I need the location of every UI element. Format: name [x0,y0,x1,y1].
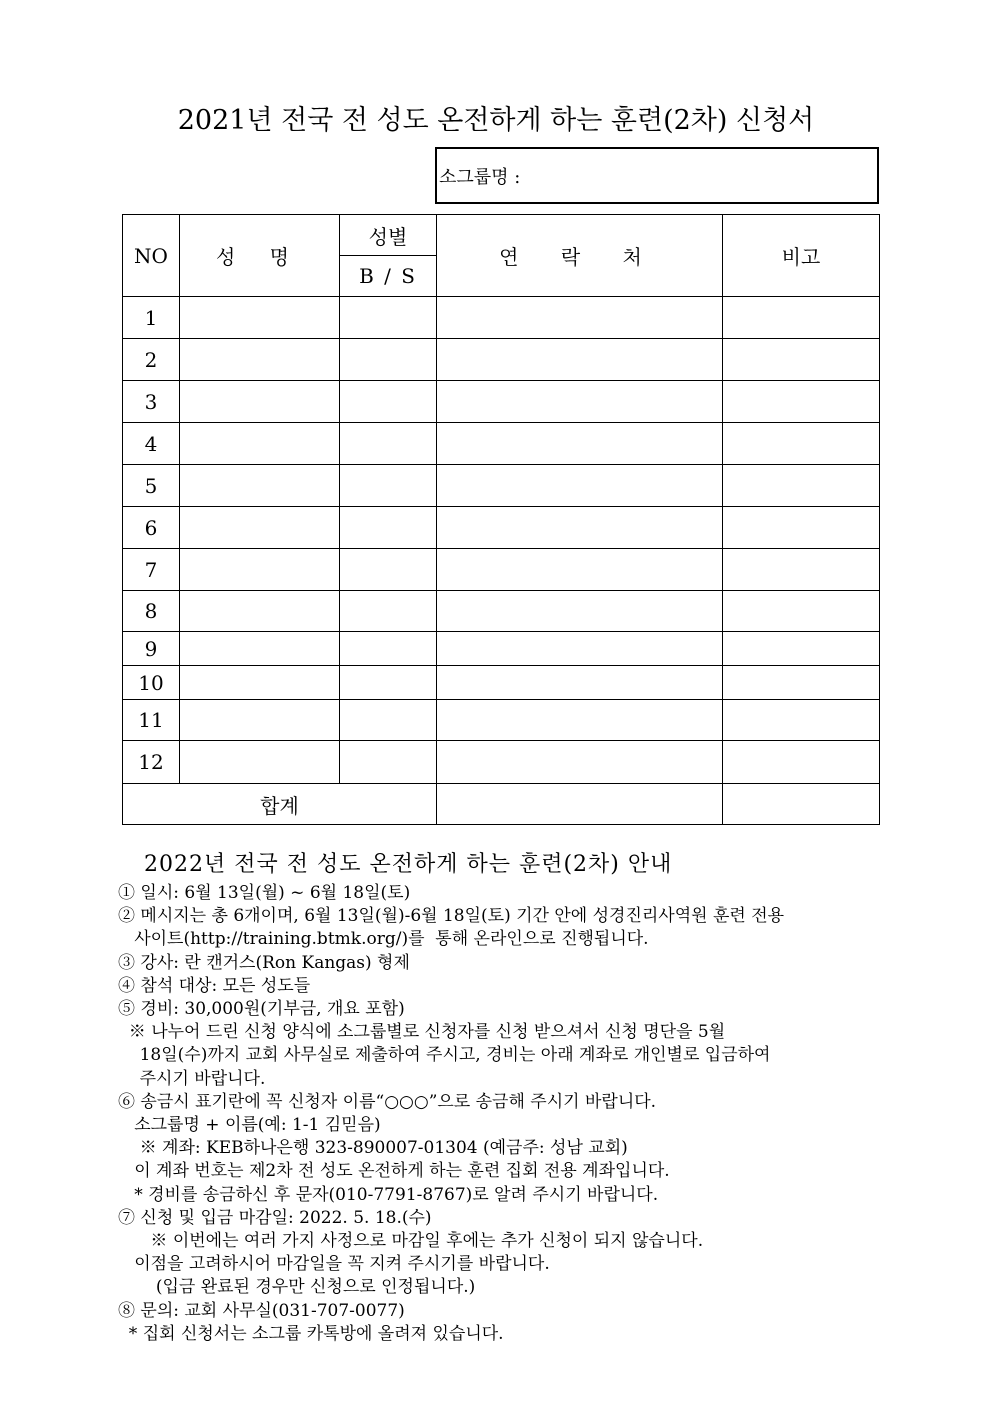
row-number: 6 [123,507,180,549]
row-number: 3 [123,381,180,423]
gender-cell[interactable] [340,741,437,784]
row-number: 2 [123,339,180,381]
info-line: * 경비를 송금하신 후 문자(010-7791-8767)로 알려 주시기 바랍니다. [118,1184,659,1205]
contact-cell[interactable] [437,423,723,465]
note-cell[interactable] [723,741,880,784]
info-lines [118,882,978,1346]
name-cell[interactable] [180,381,340,423]
contact-cell[interactable] [437,700,723,741]
note-cell[interactable] [723,591,880,632]
name-cell[interactable] [180,297,340,339]
info-line: ⑤ 경비: 30,000원(기부금, 개요 포함) [118,999,405,1020]
note-cell[interactable] [723,549,880,591]
table-row [123,666,880,700]
contact-cell[interactable] [437,549,723,591]
note-cell[interactable] [723,632,880,666]
contact-cell[interactable] [437,297,723,339]
info-line: ④ 참석 대상: 모든 성도들 [118,975,311,996]
name-cell[interactable] [180,507,340,549]
gender-cell[interactable] [340,591,437,632]
info-section [118,850,978,1346]
name-cell[interactable] [180,339,340,381]
gender-cell[interactable] [340,423,437,465]
row-number: 7 [123,549,180,591]
info-line: ⑥ 송금시 표기란에 꼭 신청자 이름“○○○”으로 송금해 주시기 바랍니다. [118,1091,657,1112]
contact-cell[interactable] [437,632,723,666]
table-row [123,423,880,465]
row-number: 8 [123,591,180,632]
total-row [123,784,880,825]
row-number: 11 [123,700,180,741]
gender-cell[interactable] [340,666,437,700]
note-cell[interactable] [723,666,880,700]
table-row [123,465,880,507]
info-line: 18일(수)까지 교회 사무실로 제출하여 주시고, 경비는 아래 계좌로 개인별로 입금하여 [118,1045,771,1066]
name-cell[interactable] [180,465,340,507]
contact-cell[interactable] [437,741,723,784]
header-gender: 성별 [340,215,437,256]
header-contact: 연 락 처 [437,215,723,297]
table-row [123,507,880,549]
contact-cell[interactable] [437,381,723,423]
row-number: 5 [123,465,180,507]
name-cell[interactable] [180,632,340,666]
application-table [122,214,880,825]
row-number: 9 [123,632,180,666]
info-line: 주시기 바랍니다. [118,1068,266,1089]
note-cell[interactable] [723,297,880,339]
table-row [123,297,880,339]
info-line: (입금 완료된 경우만 신청으로 인정됩니다.) [118,1277,476,1298]
row-number: 4 [123,423,180,465]
gender-cell[interactable] [340,632,437,666]
contact-cell[interactable] [437,465,723,507]
header-gender-sub: B / S [340,256,437,297]
header-note: 비고 [723,215,880,297]
info-line: ① 일시: 6월 13일(월) ~ 6월 18일(토) [118,883,411,903]
note-cell[interactable] [723,381,880,423]
info-line: ⑧ 문의: 교회 사무실(031-707-0077) [118,1300,405,1321]
gender-cell[interactable] [340,549,437,591]
gender-cell[interactable] [340,507,437,549]
note-cell[interactable] [723,339,880,381]
name-cell[interactable] [180,666,340,700]
total-label: 합계 [123,784,437,825]
name-cell[interactable] [180,549,340,591]
info-line: ※ 나누어 드린 신청 양식에 소그룹별로 신청자를 신청 받으셔서 신청 명단을 5월 [118,1022,726,1043]
info-line: ② 메시지는 총 6개이며, 6월 13일(월)-6월 18일(토) 기간 안에 성경진리사역원 훈련 전용 [118,906,785,927]
page-title: 2021년 전국 전 성도 온전하게 하는 훈련(2차) 신청서 [177,105,815,136]
contact-cell[interactable] [437,507,723,549]
info-heading: 2022년 전국 전 성도 온전하게 하는 훈련(2차) 안내 [144,852,673,877]
name-cell[interactable] [180,741,340,784]
row-number: 1 [123,297,180,339]
header-row [123,215,880,256]
info-line: 이 계좌 번호는 제2차 전 성도 온전하게 하는 훈련 집회 전용 계좌입니다. [118,1161,670,1182]
gender-cell[interactable] [340,465,437,507]
note-cell[interactable] [723,700,880,741]
row-number: 10 [123,666,180,700]
table-row [123,339,880,381]
contact-cell[interactable] [437,339,723,381]
table-row [123,632,880,666]
table-row [123,381,880,423]
gender-cell[interactable] [340,339,437,381]
info-line: 사이트(http://training.btmk.org/)를 통해 온라인으로 진행됩니다. [118,929,649,950]
group-name-field[interactable] [435,147,879,204]
info-line: ※ 이번에는 여러 가지 사정으로 마감일 후에는 추가 신청이 되지 않습니다. [118,1231,704,1252]
contact-cell[interactable] [437,591,723,632]
header-no: NO [123,215,180,297]
info-line: 이점을 고려하시어 마감일을 꼭 지켜 주시기를 바랍니다. [118,1254,550,1275]
info-line: * 집회 신청서는 소그룹 카톡방에 올려져 있습니다. [118,1323,504,1344]
total-note-cell[interactable] [723,784,880,825]
header-name: 성 명 [180,215,340,297]
info-line: ③ 강사: 란 캔거스(Ron Kangas) 형제 [118,952,410,973]
gender-cell[interactable] [340,297,437,339]
table-row [123,591,880,632]
gender-cell[interactable] [340,700,437,741]
group-name-label: 소그룹명 : [439,167,521,188]
table-row [123,549,880,591]
table-row [123,741,880,784]
gender-cell[interactable] [340,381,437,423]
table-row [123,700,880,741]
name-cell[interactable] [180,423,340,465]
info-line: ※ 계좌: KEB하나은행 323-890007-01304 (예금주: 성남 교회) [118,1138,628,1159]
contact-cell[interactable] [437,666,723,700]
info-line: 소그룹명 + 이름(예: 1-1 김믿음) [118,1115,381,1136]
note-cell[interactable] [723,423,880,465]
row-number: 12 [123,741,180,784]
total-contact-cell[interactable] [437,784,723,825]
note-cell[interactable] [723,465,880,507]
name-cell[interactable] [180,700,340,741]
note-cell[interactable] [723,507,880,549]
info-line: ⑦ 신청 및 입금 마감일: 2022. 5. 18.(수) [118,1207,432,1228]
name-cell[interactable] [180,591,340,632]
